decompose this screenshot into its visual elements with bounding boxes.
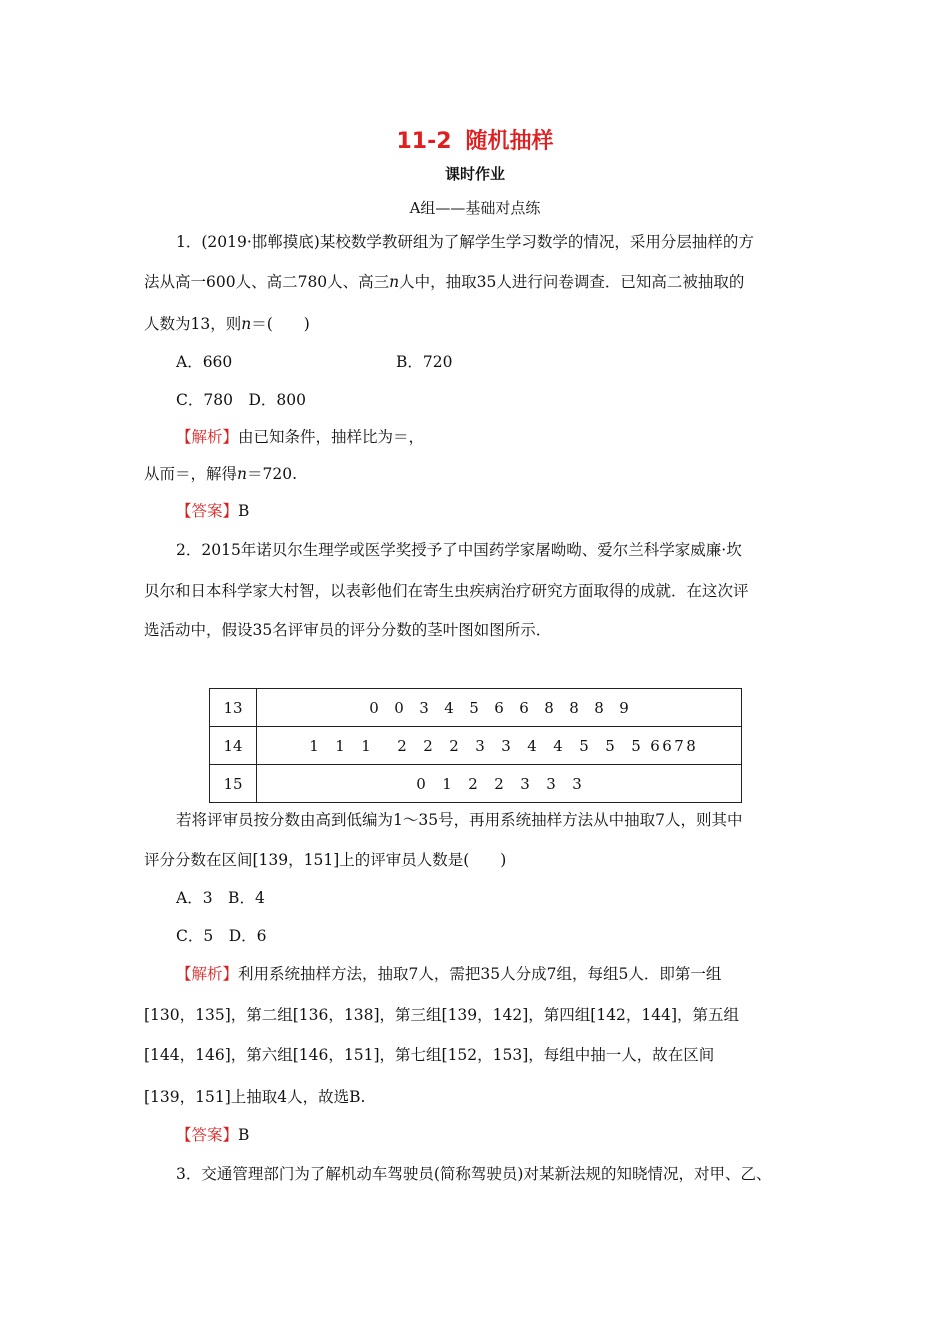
q2-analysis-4: [139，151]上抽取4人，故选B.	[144, 1088, 366, 1106]
q2-line-2: 贝尔和日本科学家大村智，以表彰他们在寄生虫疾病治疗研究方面取得的成就．在这次评	[144, 582, 749, 600]
table-row	[210, 765, 742, 803]
q1-answer: 【答案】B	[176, 502, 250, 520]
answer-tag: 【答案】	[176, 1126, 239, 1144]
q2-options-ab: A．3 B．4	[176, 889, 265, 907]
stem-cell: 13	[210, 689, 257, 727]
q2-analysis-2: [130，135]，第二组[136，138]，第三组[139，142]，第四组[142，144]，第五组	[144, 1006, 740, 1024]
leaf-cell: 0 1 2 2 3 3 3	[257, 765, 742, 803]
q1-option-b: B．720	[396, 353, 453, 371]
q1-option-a: A．660	[176, 353, 233, 371]
stem-cell: 14	[210, 727, 257, 765]
q2-line-3: 选活动中，假设35名评审员的评分分数的茎叶图如图所示．	[144, 621, 552, 639]
q2-analysis: 【解析】利用系统抽样方法，抽取7人，需把35人分成7组，每组5人．即第一组	[176, 965, 722, 983]
q1-line-1: 1．(2019·邯郸摸底)某校数学教研组为了解学生学习数学的情况，采用分层抽样的方	[176, 233, 754, 251]
q1-line-3: 人数为13，则n＝( )	[144, 315, 310, 333]
leaf-cell: 0 0 3 4 5 6 6 8 8 8 9	[257, 689, 742, 727]
page-title: 11-2 随机抽样	[396, 129, 554, 154]
analysis-tag: 【解析】	[176, 965, 239, 983]
q2-answer: 【答案】B	[176, 1126, 250, 1144]
q1-analysis: 【解析】由已知条件，抽样比为＝，	[176, 428, 425, 446]
q2-line-1: 2．2015年诺贝尔生理学或医学奖授予了中国药学家屠呦呦、爱尔兰科学家威廉·坎	[176, 541, 742, 559]
answer-tag: 【答案】	[176, 502, 239, 520]
stem-cell: 15	[210, 765, 257, 803]
q3-line-1: 3．交通管理部门为了解机动车驾驶员(简称驾驶员)对某新法规的知晓情况，对甲、乙、	[176, 1165, 772, 1183]
stem-leaf-table	[209, 688, 742, 803]
table-row	[210, 727, 742, 765]
subtitle: 课时作业	[444, 165, 505, 183]
analysis-tag: 【解析】	[176, 428, 239, 446]
q1-line-2: 法从高一600人、高二780人、高三n人中，抽取35人进行问卷调查．已知高二被抽取的	[144, 273, 745, 291]
leaf-cell: 1 1 1 2 2 2 3 3 4 4 5 5 5 6 6 7 8	[257, 727, 742, 765]
q2-line-4: 若将评审员按分数由高到低编为1～35号，再用系统抽样方法从中抽取7人，则其中	[176, 811, 743, 829]
q2-options-cd: C．5 D．6	[176, 927, 267, 945]
section-heading: A组——基础对点练	[409, 199, 541, 217]
q1-options-cd: C．780 D．800	[176, 391, 306, 409]
q2-line-5: 评分分数在区间[139，151]上的评审员人数是( )	[144, 851, 507, 869]
q2-analysis-3: [144，146]，第六组[146，151]，第七组[152，153]，每组中抽一人，故在区间	[144, 1046, 715, 1064]
table-row	[210, 689, 742, 727]
q1-analysis-2: 从而＝，解得n＝720.	[144, 465, 298, 483]
